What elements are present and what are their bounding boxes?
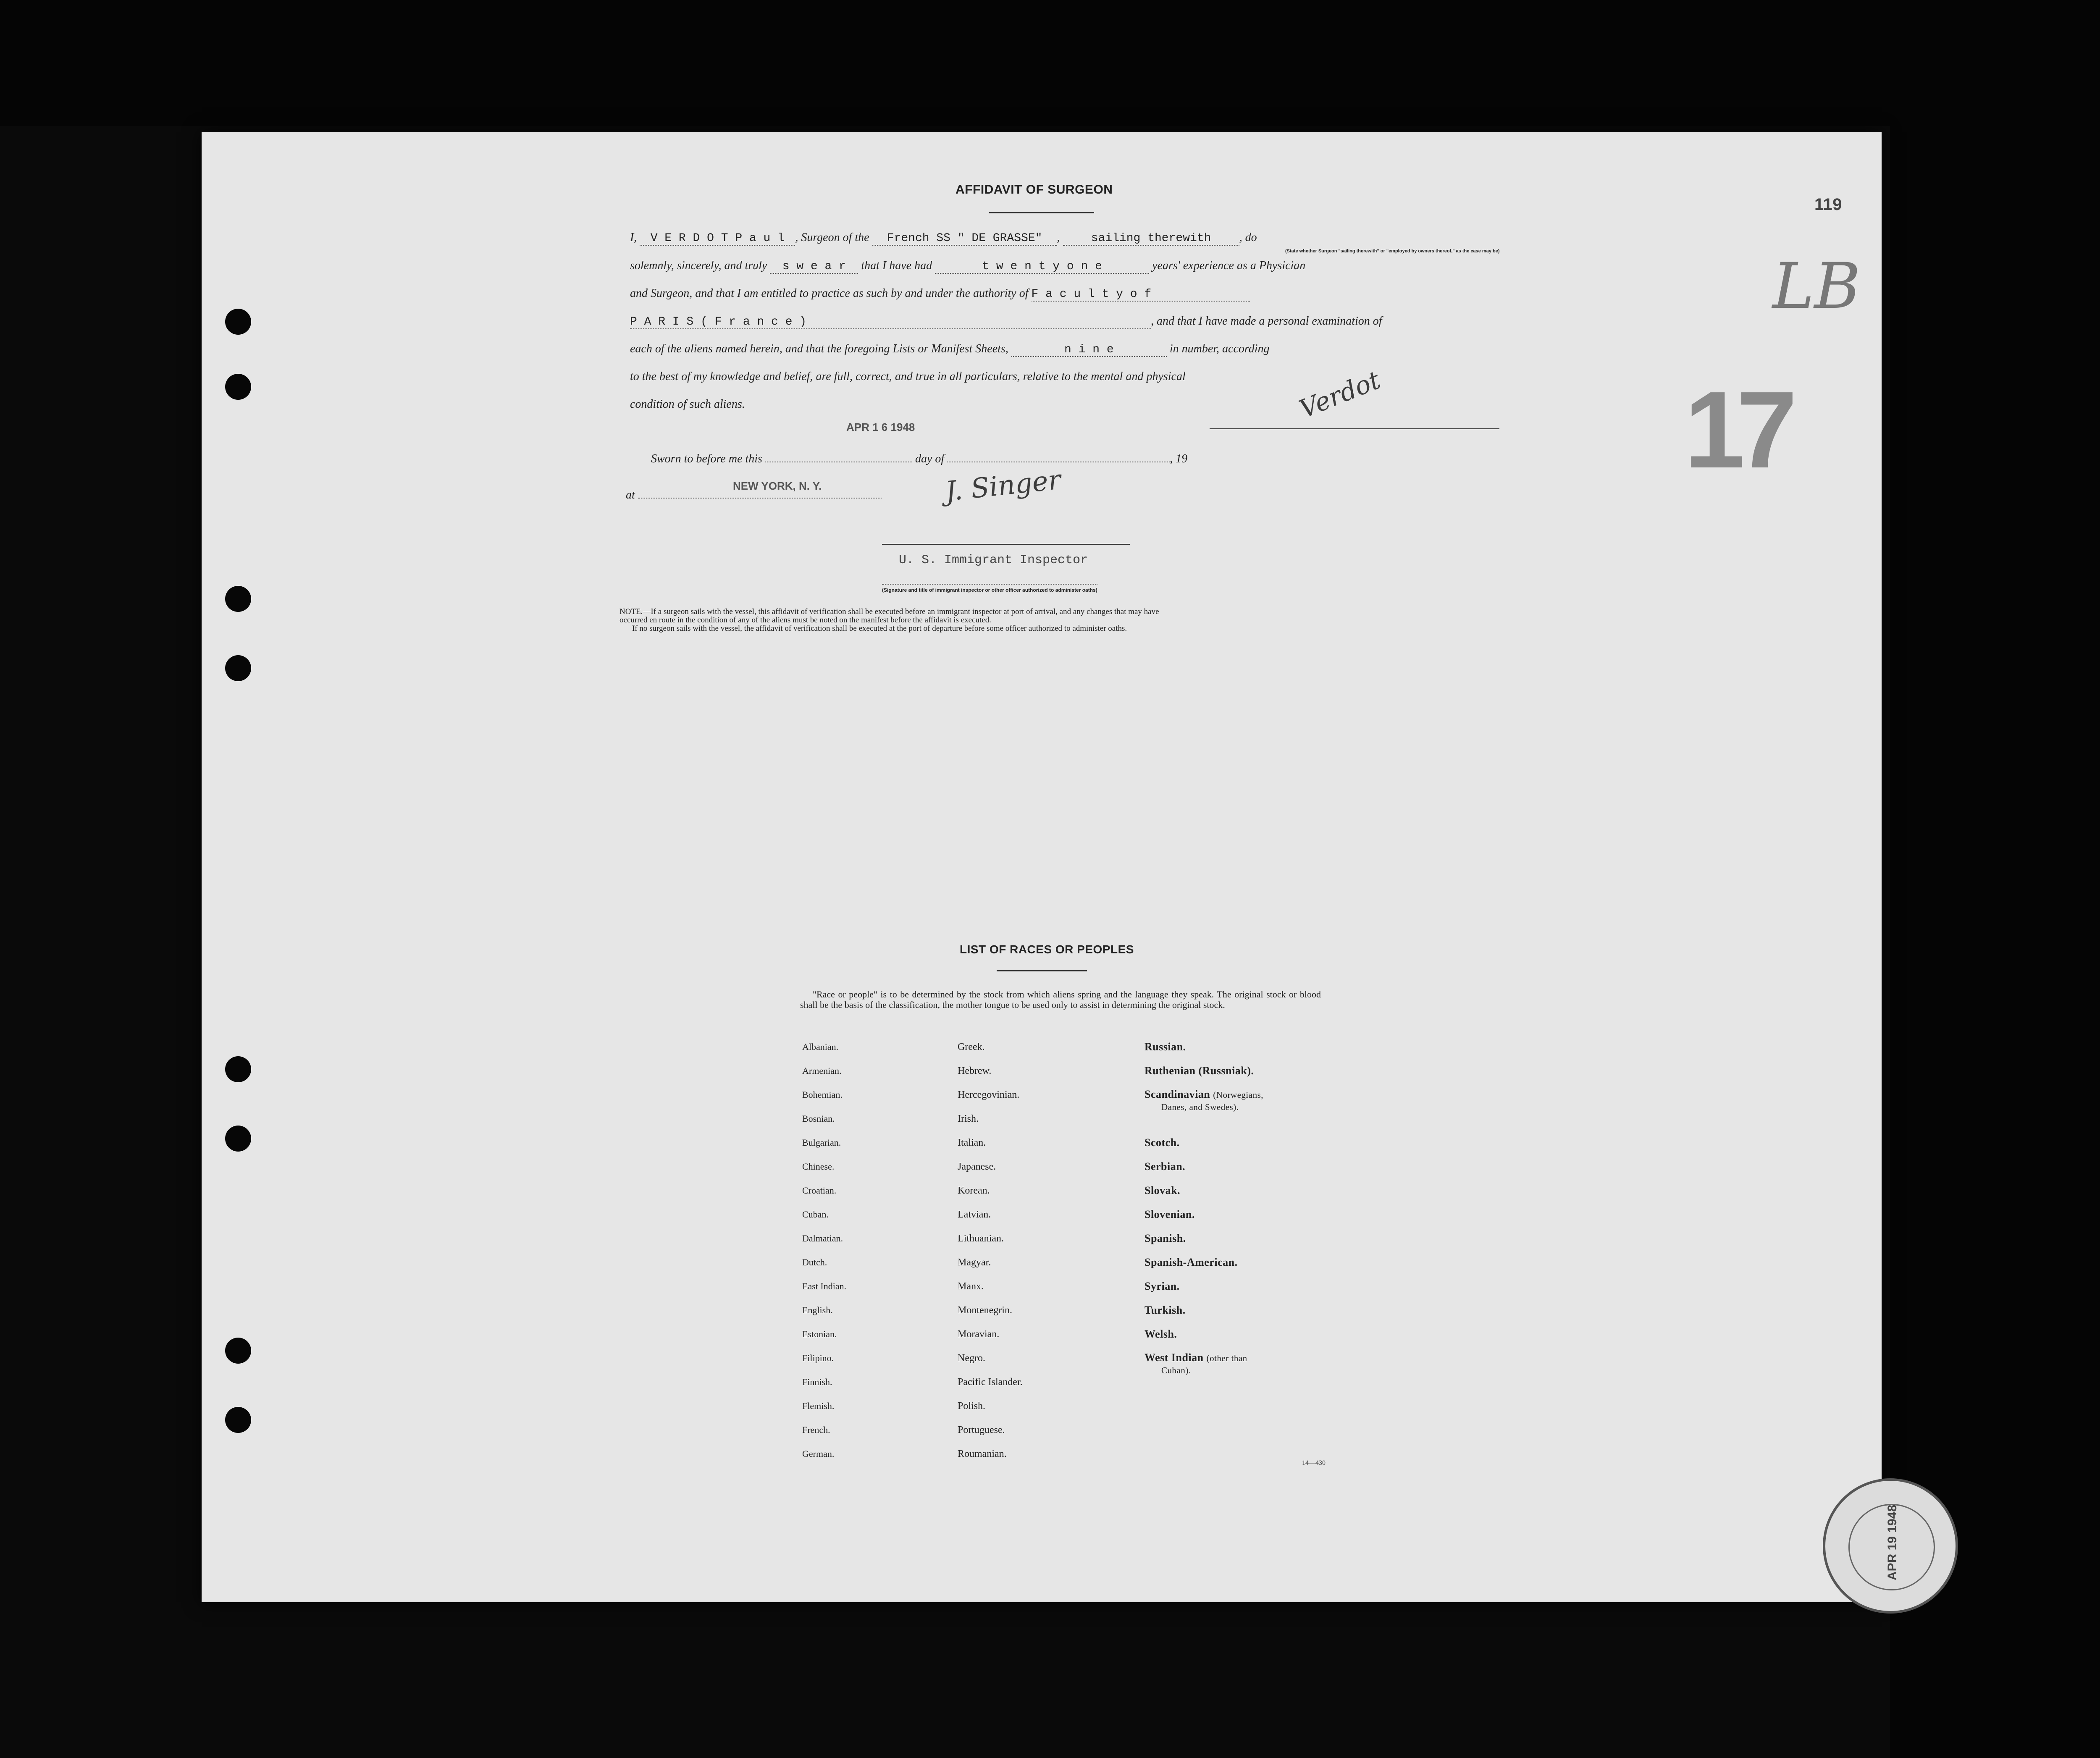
race-item: Spanish-American. [1144,1256,1238,1268]
race-item: Polish. [958,1401,986,1412]
race-item: Cuban. [802,1209,829,1220]
race-item-west-indian [1144,1352,1263,1385]
races-column-1 [802,1042,846,1472]
affidavit-line-3 [630,287,1250,302]
race-item: Bosnian. [802,1113,835,1124]
races-title: LIST OF RACES OR PEOPLES [960,943,1134,956]
text: , 19 [1170,452,1188,465]
race-item: Flemish. [802,1401,835,1411]
sailing-status-field[interactable]: sailing therewith [1063,232,1239,246]
sworn-line [651,452,1187,466]
sailing-note: (State whether Surgeon "sailing therewith" or "employed by owners thereof," as the case may be) [1285,249,1500,254]
place-stamp: NEW YORK, N. Y. [733,480,822,492]
race-item: East Indian. [802,1281,847,1291]
text: Sworn to before me this [651,452,762,465]
years-field[interactable]: t w e n t y o n e [935,260,1149,274]
affidavit-line-5 [630,342,1270,357]
race-item: Hebrew. [958,1065,992,1076]
oath-field[interactable]: s w e a r [770,260,858,274]
sworn-month-field[interactable] [947,452,1170,462]
race-item: French. [802,1425,830,1435]
text: I, [630,231,637,244]
text: solemnly, sincerely, and truly [630,259,767,272]
race-item: Irish. [958,1113,979,1124]
form-code: 14—430 [1302,1459,1326,1467]
race-item: Greek. [958,1042,985,1052]
affidavit-line-7: condition of such aliens. [630,398,745,411]
inspector-signature: J. Singer [943,464,1063,508]
race-item: Pacific Islander. [958,1377,1023,1388]
race-item-scandinavian [1144,1089,1263,1136]
film-border-top [0,0,2100,126]
note-line: occurred en route in the condition of any of the aliens must be noted on the manifest before the affidavit is executed. [620,616,991,624]
race-item: Roumanian. [958,1448,1007,1459]
title-rule [989,212,1094,213]
text: that I have had [861,259,932,272]
race-item: Filipino. [802,1353,834,1363]
text: and Surgeon, and that I am entitled to practice as such by and under the authority of [630,287,1029,300]
text: day of [915,452,945,465]
race-item: Dalmatian. [802,1233,843,1244]
signature-line [1210,428,1499,429]
affidavit-line-1: I, V E R D O T P a u l , Surgeon of the French SS " DE GRASSE" , sailing therewith , do [630,231,1257,245]
date-stamp: APR 1 6 1948 [846,421,915,433]
text: , Surgeon of the [795,231,869,244]
vessel-field[interactable]: French SS " DE GRASSE" [872,232,1057,246]
inspector-caption: (Signature and title of immigrant inspector or other officer authorized to administer oaths) [882,584,1097,593]
race-item: German. [802,1448,835,1459]
text: , and that I have made a personal examination of [1151,315,1382,328]
stamp-date: APR 19 1948 [1885,1504,1900,1581]
race-item: Ruthenian (Russniak). [1144,1065,1254,1077]
race-item: Korean. [958,1185,990,1196]
surgeon-signature: Verdot [1295,365,1385,425]
race-item: Armenian. [802,1065,842,1076]
note [620,608,1502,633]
inspector-title: U. S. Immigrant Inspector [899,553,1088,567]
race-item: Japanese. [958,1161,996,1172]
race-item: Chinese. [802,1161,835,1172]
inspector-line [882,544,1130,545]
text: at [626,488,635,501]
race-subnote: (other than [1206,1353,1247,1363]
race-item: Russian. [1144,1041,1186,1053]
race-item: Scotch. [1144,1136,1180,1149]
text: in number, according [1169,342,1270,355]
document-page [202,132,1900,1602]
races-column-2 [958,1042,1023,1472]
punch-hole [225,1338,251,1364]
race-item: Italian. [958,1137,986,1148]
affidavit-line-6: to the best of my knowledge and belief, are full, correct, and true in all particulars, relative to the mental and physical [630,370,1186,383]
race-item: English. [802,1305,833,1315]
race-item: Latvian. [958,1209,991,1220]
punch-hole [225,1056,251,1082]
race-item: Negro. [958,1353,985,1364]
race-subnote: (Norwegians, [1213,1090,1264,1100]
race-item: Slovenian. [1144,1208,1195,1220]
race-item: Syrian. [1144,1280,1180,1292]
race-item: Bohemian. [802,1089,843,1100]
race-item: Estonian. [802,1329,837,1339]
authority-field[interactable]: F a c u l t y o f [1032,288,1250,302]
text: , do [1239,231,1257,244]
punch-hole [225,1126,251,1152]
punch-hole [225,1407,251,1433]
note-line: If no surgeon sails with the vessel, the affidavit of verification shall be executed at the port of departure before some officer authorized to administer oaths. [632,624,1127,633]
authority-cont-field[interactable]: P A R I S ( F r a n c e ) [630,315,1151,329]
race-item: Dutch. [802,1257,827,1267]
text: each of the aliens named herein, and that the foregoing Lists or Manifest Sheets, [630,342,1008,355]
race-name: West Indian [1144,1351,1204,1364]
race-item: Lithuanian. [958,1233,1004,1244]
race-subnote: Cuban). [1161,1365,1191,1375]
page-number: 119 [1814,195,1843,214]
races-intro: "Race or people" is to be determined by the stock from which aliens spring and the language they speak. The original stock or blood shall be the basis of the classification, the mother tongue to be used only to assist in determining the original stock. [800,989,1321,1010]
race-item: Spanish. [1144,1232,1186,1244]
race-item: Welsh. [1144,1328,1177,1340]
surgeon-name-field[interactable]: V E R D O T P a u l [640,232,795,246]
punch-hole [225,655,251,681]
text: years' experience as a Physician [1152,259,1306,272]
circular-date-stamp [1823,1478,1958,1614]
affidavit-line-2 [630,259,1305,274]
sheet-count-field[interactable]: n i n e [1011,343,1167,357]
race-item: Manx. [958,1281,984,1292]
note-line: NOTE.—If a surgeon sails with the vessel, this affidavit of verification shall be executed before an immigrant inspector at port of arrival, and any changes that may have [620,607,1159,616]
race-item: Serbian. [1144,1160,1186,1173]
punch-hole [225,309,251,335]
races-title-rule [997,970,1087,971]
punch-hole [225,586,251,612]
pencil-initials: LB [1772,250,1861,323]
race-item: Turkish. [1144,1304,1186,1316]
race-item: Moravian. [958,1329,1000,1340]
affidavit-line-4 [630,315,1382,329]
race-item: Hercegovinian. [958,1089,1020,1100]
race-item: Croatian. [802,1185,837,1196]
race-item: Albanian. [802,1042,839,1052]
race-item: Portuguese. [958,1425,1005,1435]
race-subnote: Danes, and Swedes). [1161,1102,1239,1112]
race-item: Montenegrin. [958,1305,1012,1316]
affidavit-title: AFFIDAVIT OF SURGEON [956,183,1113,197]
sheet-number: 17 [1684,369,1789,491]
race-name: Scandinavian [1144,1088,1210,1100]
races-column-3 [1144,1041,1263,1385]
race-item: Finnish. [802,1377,832,1387]
sworn-day-field[interactable] [765,452,912,462]
punch-hole [225,374,251,400]
race-item: Bulgarian. [802,1137,841,1148]
race-item: Slovak. [1144,1184,1181,1196]
race-item: Magyar. [958,1257,991,1268]
